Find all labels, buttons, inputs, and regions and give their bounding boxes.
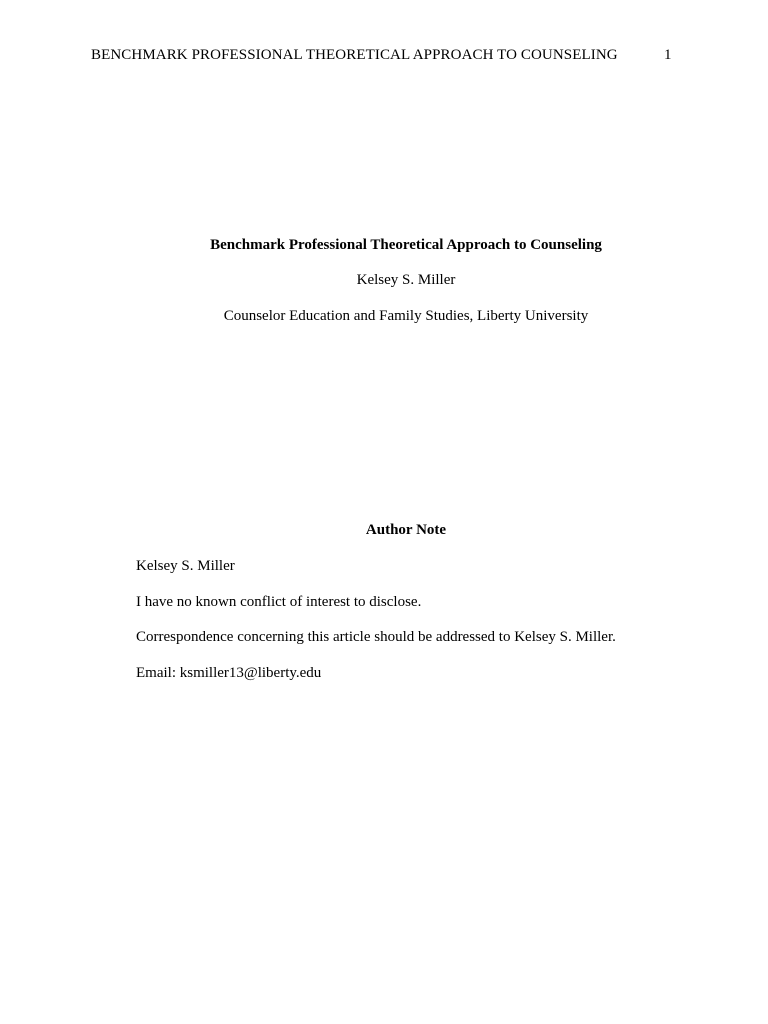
author-note-name: Kelsey S. Miller bbox=[136, 558, 235, 574]
author-note-correspondence: Correspondence concerning this article should be addressed to Kelsey S. Miller. bbox=[136, 629, 616, 645]
author-note-email: Email: ksmiller13@liberty.edu bbox=[136, 665, 322, 681]
author-affiliation: Counselor Education and Family Studies, Liberty University bbox=[223, 308, 589, 324]
running-head: BENCHMARK PROFESSIONAL THEORETICAL APPROACH TO COUNSELING bbox=[91, 47, 618, 63]
author-name: Kelsey S. Miller bbox=[356, 272, 456, 288]
page-number: 1 bbox=[664, 47, 672, 63]
paper-title: Benchmark Professional Theoretical Approach to Counseling bbox=[210, 237, 602, 253]
author-note-conflict: I have no known conflict of interest to disclose. bbox=[136, 594, 422, 610]
author-note-heading: Author Note bbox=[365, 522, 447, 538]
